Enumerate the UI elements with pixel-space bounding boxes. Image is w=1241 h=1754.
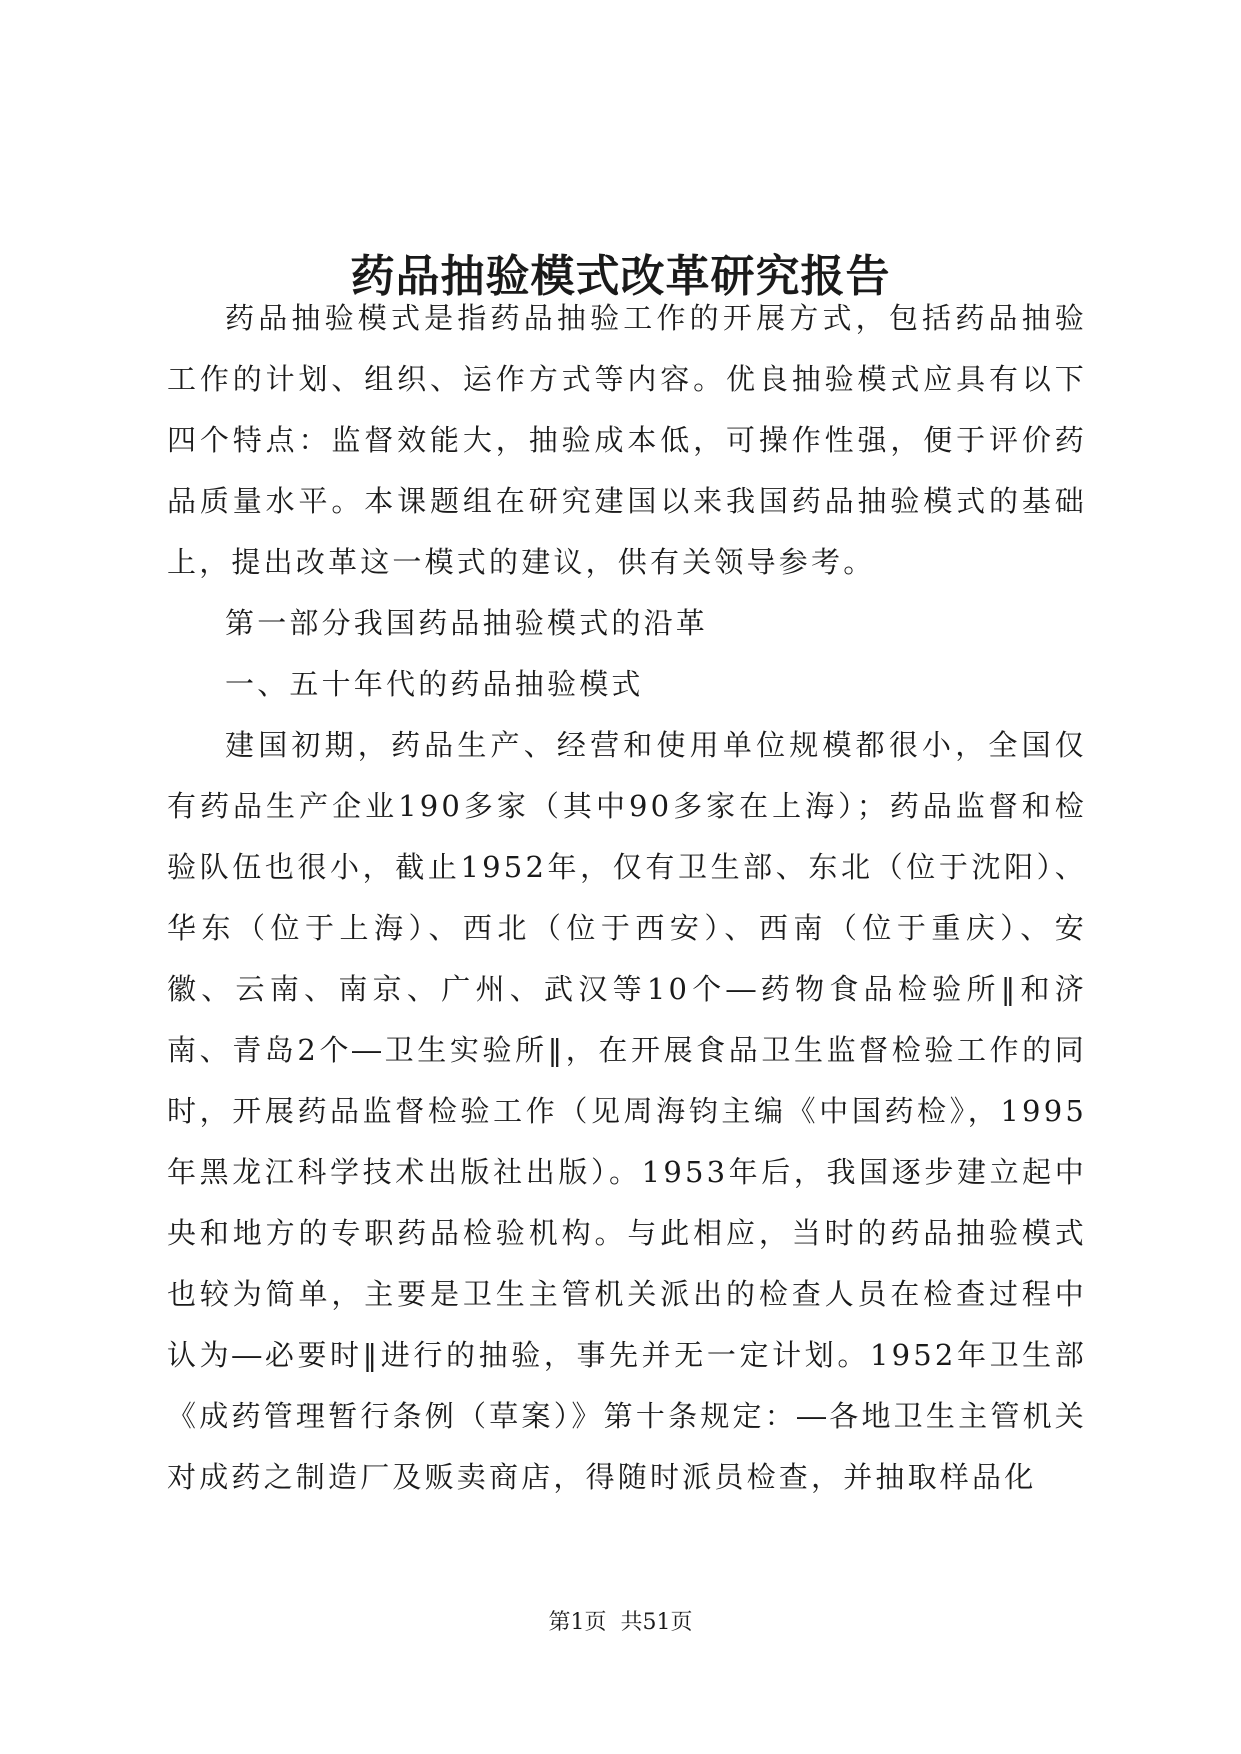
document-body [167,288,1087,1508]
page-footer [0,1608,1241,1638]
document-title: 药品抽验模式改革研究报告 [350,251,891,303]
intro-paragraph: 药品抽验模式是指药品抽验工作的开展方式，包括药品抽验工作的计划、组织、运作方式等内容。优良抽验模式应具有以下四个特点：监督效能大，抽验成本低，可操作性强，便于评价药品质量水平。本课题组在研究建国以来我国药品抽验模式的基础上，提出改革这一模式的建议，供有关领导参考。 [167,301,1087,579]
subsection-heading: 一、五十年代的药品抽验模式 [225,667,644,701]
section-heading: 第一部分我国药品抽验模式的沿革 [225,606,709,640]
page-number: 第1页 共51页 [548,1610,693,1635]
history-paragraph: 建国初期，药品生产、经营和使用单位规模都很小，全国仅有药品生产企业190多家（其中90多家在上海）；药品监督和检验队伍也很小，截止1952年，仅有卫生部、东北（位于沈阳）、华东（位于上海）、西北（位于西安）、西南（位于重庆）、安徽、云南、南京、广州、武汉等10个―药物食品检验所‖和济南、青岛2个―卫生实验所‖，在开展食品卫生监督检验工作的同时，开展药品监督检验工作（见周海钧主编《中国药检》，1995年黑龙江科学技术出版社出版）。1953年后，我国逐步建立起中央和地方的专职药品检验机构。与此相应，当时的药品抽验模式也较为简单，主要是卫生主管机关派出的检查人员在检查过程中认为―必要时‖进行的抽验，事先并无一定计划。1952年卫生部《成药管理暂行条例（草案）》第十条规定：―各地卫生主管机关对成药之制造厂及贩卖商店，得随时派员检查，并抽取样品化 [167,728,1087,1494]
